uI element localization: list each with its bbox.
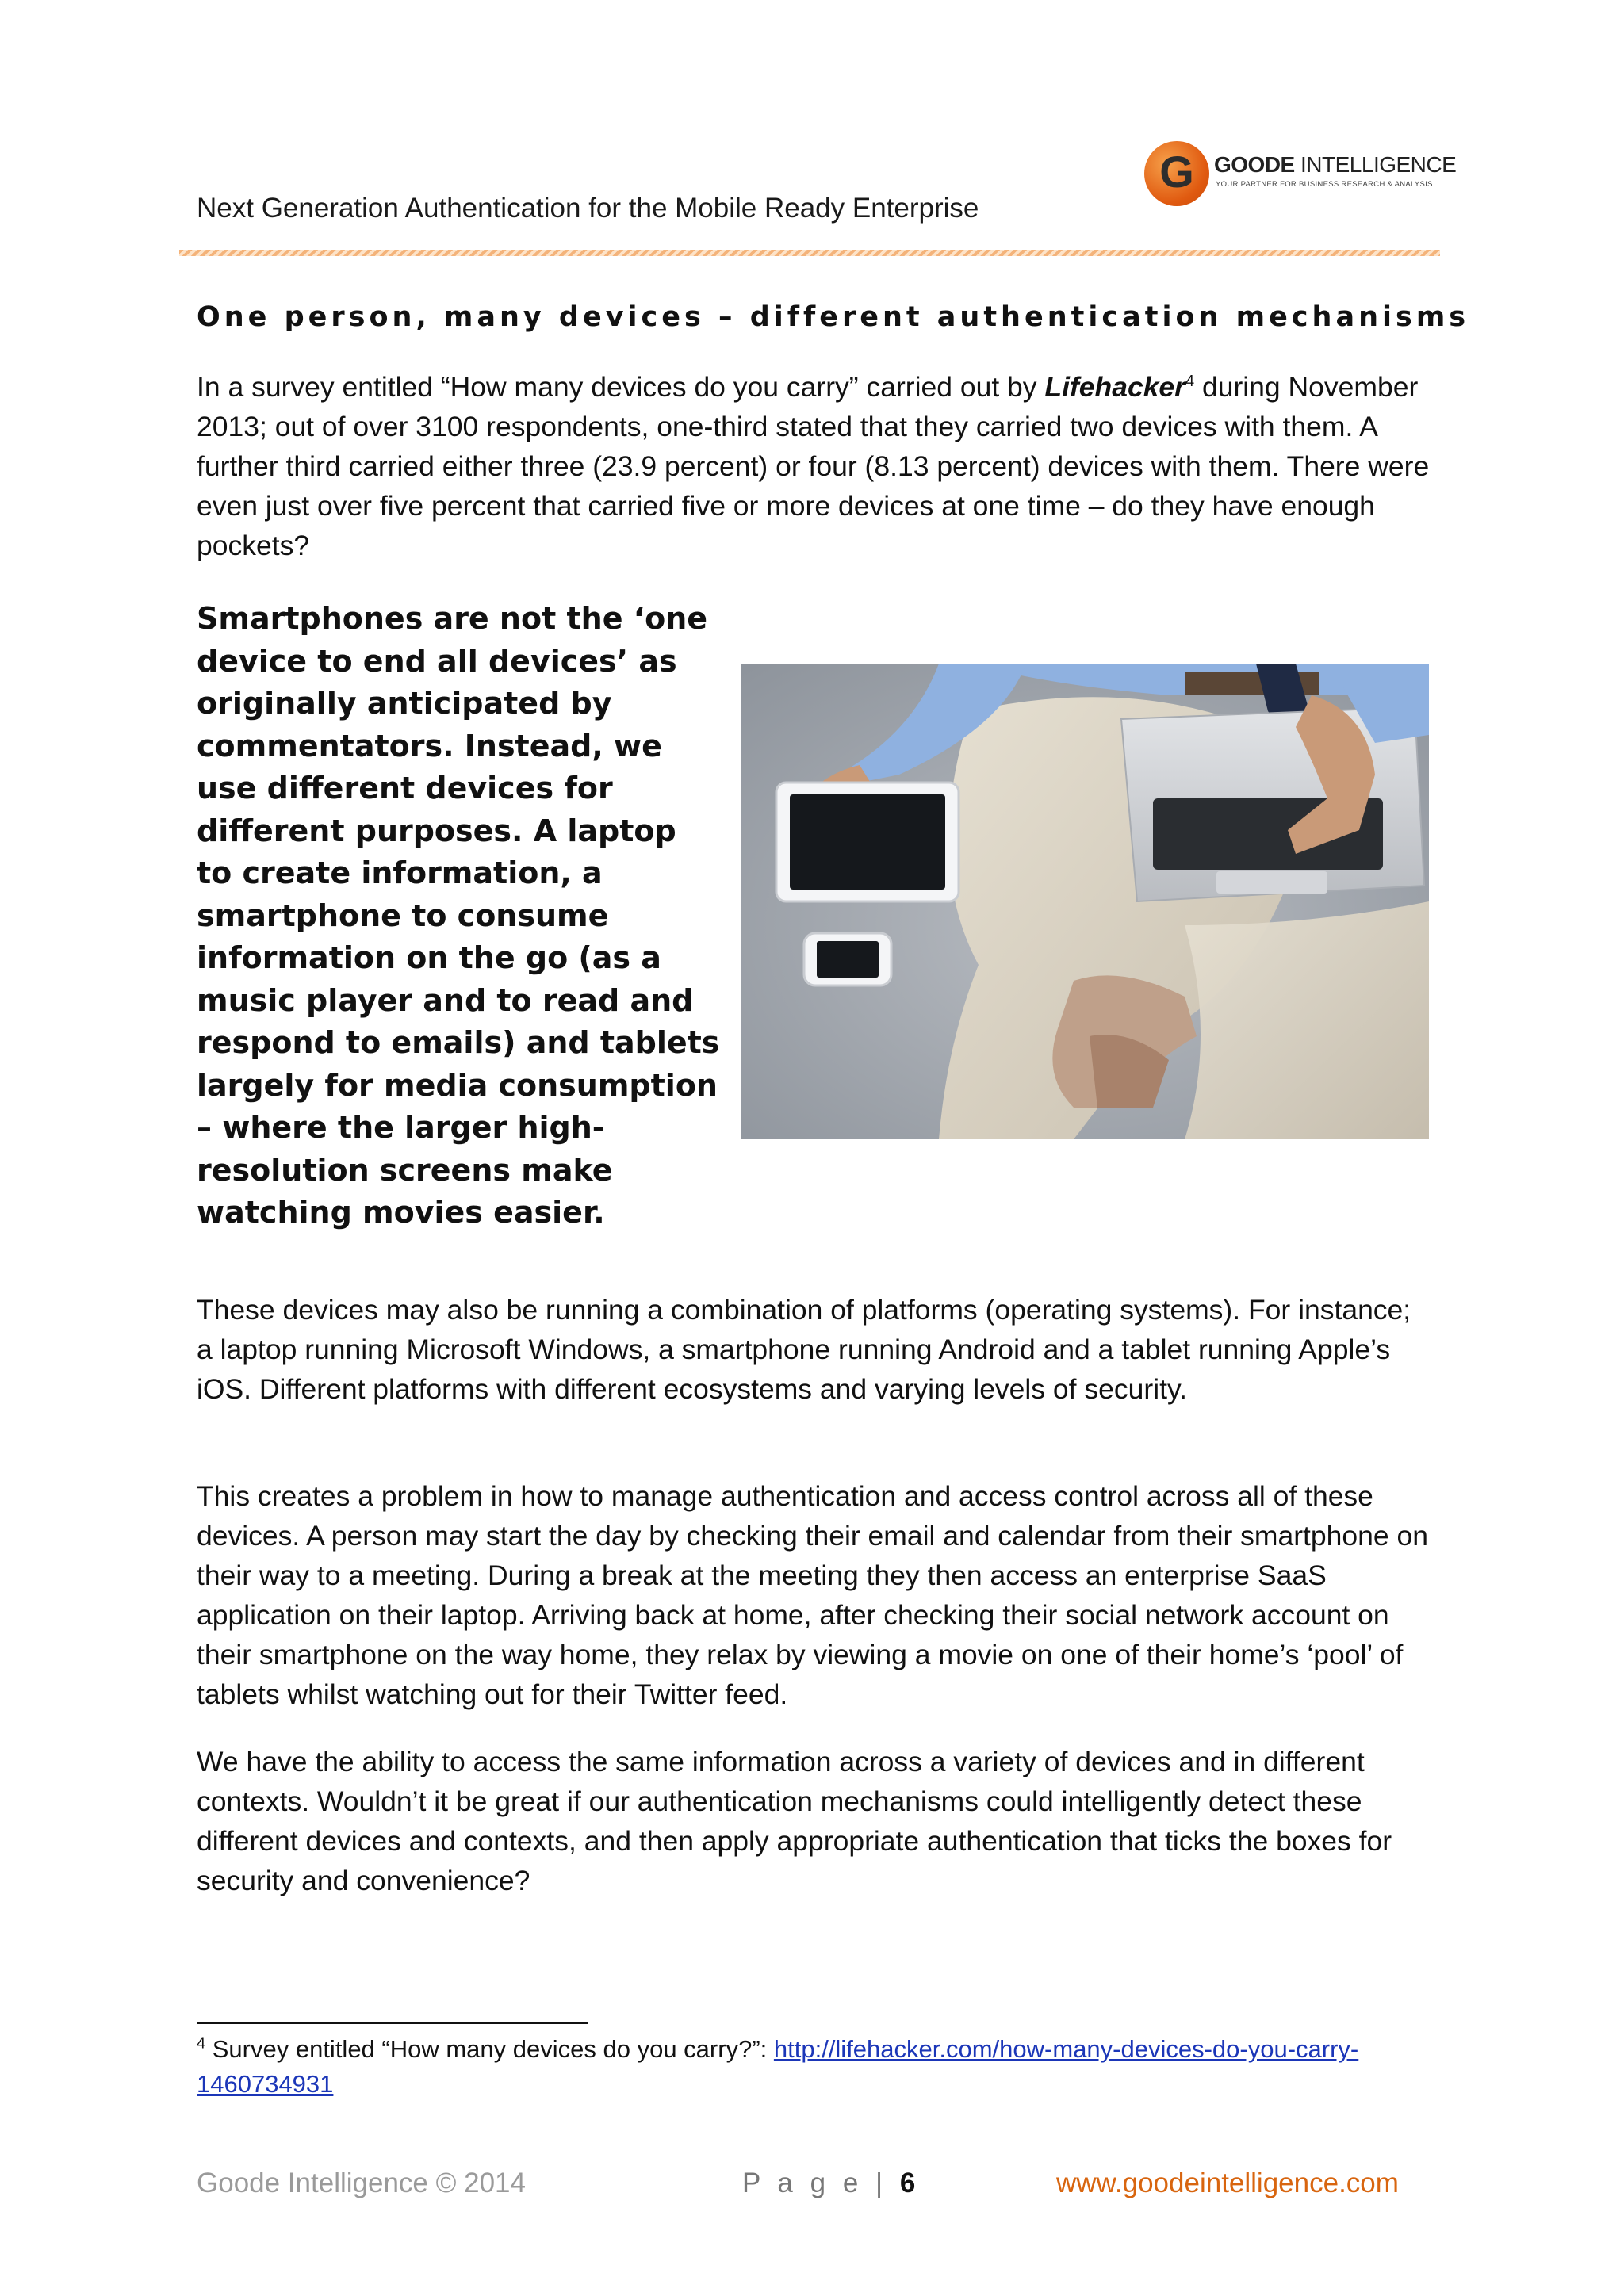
logo-name-rest: INTELLIGENCE <box>1294 152 1457 177</box>
logo-name <box>1214 152 1456 178</box>
footnote-separator <box>197 2022 588 2024</box>
page-label: P a g e | <box>742 2168 888 2198</box>
lifehacker-brand: Lifehacker <box>1044 371 1185 403</box>
footnote <box>197 2032 1434 2102</box>
logo-tagline: YOUR PARTNER FOR BUSINESS RESEARCH & ANALYSIS <box>1216 180 1433 189</box>
intro-paragraph <box>197 367 1434 565</box>
page-number: 6 <box>899 2168 916 2198</box>
footnote-reference[interactable]: 4 <box>1185 373 1195 391</box>
section-heading: One person, many devices – different authentication mechanisms <box>197 301 1470 333</box>
header-divider <box>179 250 1440 256</box>
authentication-problem-paragraph: This creates a problem in how to manage authentication and access control across all of these devices. A person may start the day by checking their email and calendar from their smartphone on their way to a meeting. During a break at the meeting they then access an enterprise SaaS application on their laptop. Arriving back at home, after checking their social network account on their smartphone on the way home, they relax by viewing a movie on one of their home’s ‘pool’ of tablets whilst watching out for their Twitter feed. <box>197 1480 1428 1710</box>
footer-page-number <box>742 2168 915 2199</box>
intro-text-after: during November 2013; out of over 3100 respondents, one-third stated that they carried two devices with them. A further third carried either three (23.9 percent) or four (8.13 percent) devices with them. There were even just over five percent that carried five or more devices at one time – do they have enough pockets? <box>197 371 1430 561</box>
footer-website-link[interactable]: www.goodeintelligence.com <box>1056 2168 1399 2198</box>
logo-name-bold: GOODE <box>1214 152 1295 177</box>
footnote-link[interactable]: http://lifehacker.com/how-many-devices-do-you-carry-1460734931 <box>197 2035 1359 2098</box>
goode-intelligence-logo <box>1144 141 1457 208</box>
footnote-text: Survey entitled “How many devices do you carry?”: <box>205 2035 774 2063</box>
footnote-number: 4 <box>197 2034 206 2053</box>
header-title: Next Generation Authentication for the Mobile Ready Enterprise <box>197 193 979 224</box>
contextual-authentication-paragraph: We have the ability to access the same information across a variety of devices and in different contexts. Wouldn’t it be great if our authentication mechanisms could intelligently detect these different devices and contexts, and then apply appropriate authentication that ticks the boxes for security and convenience? <box>197 1746 1392 1896</box>
platforms-paragraph: These devices may also be running a combination of platforms (operating systems). For instance; a laptop running Microsoft Windows, a smartphone running Android and a tablet running Apple’s iOS. Different platforms with different ecosystems and varying levels of security. <box>197 1294 1411 1405</box>
logo-letter: G <box>1159 147 1194 197</box>
pull-quote: Smartphones are not the ‘one device to end all devices’ as originally anticipated by commentators. Instead, we use different devices for different purposes. A laptop to create information, a smartphone to consume information on the go (as a music player and to read and respond to emails) and tablets largely for media consumption – where the larger high-resolution screens make watching movies easier. <box>197 601 720 1230</box>
intro-text-before: In a survey entitled “How many devices do you carry” carried out by <box>197 371 1045 403</box>
devices-photo <box>741 664 1429 1139</box>
footer-copyright: Goode Intelligence © 2014 <box>197 2168 526 2198</box>
